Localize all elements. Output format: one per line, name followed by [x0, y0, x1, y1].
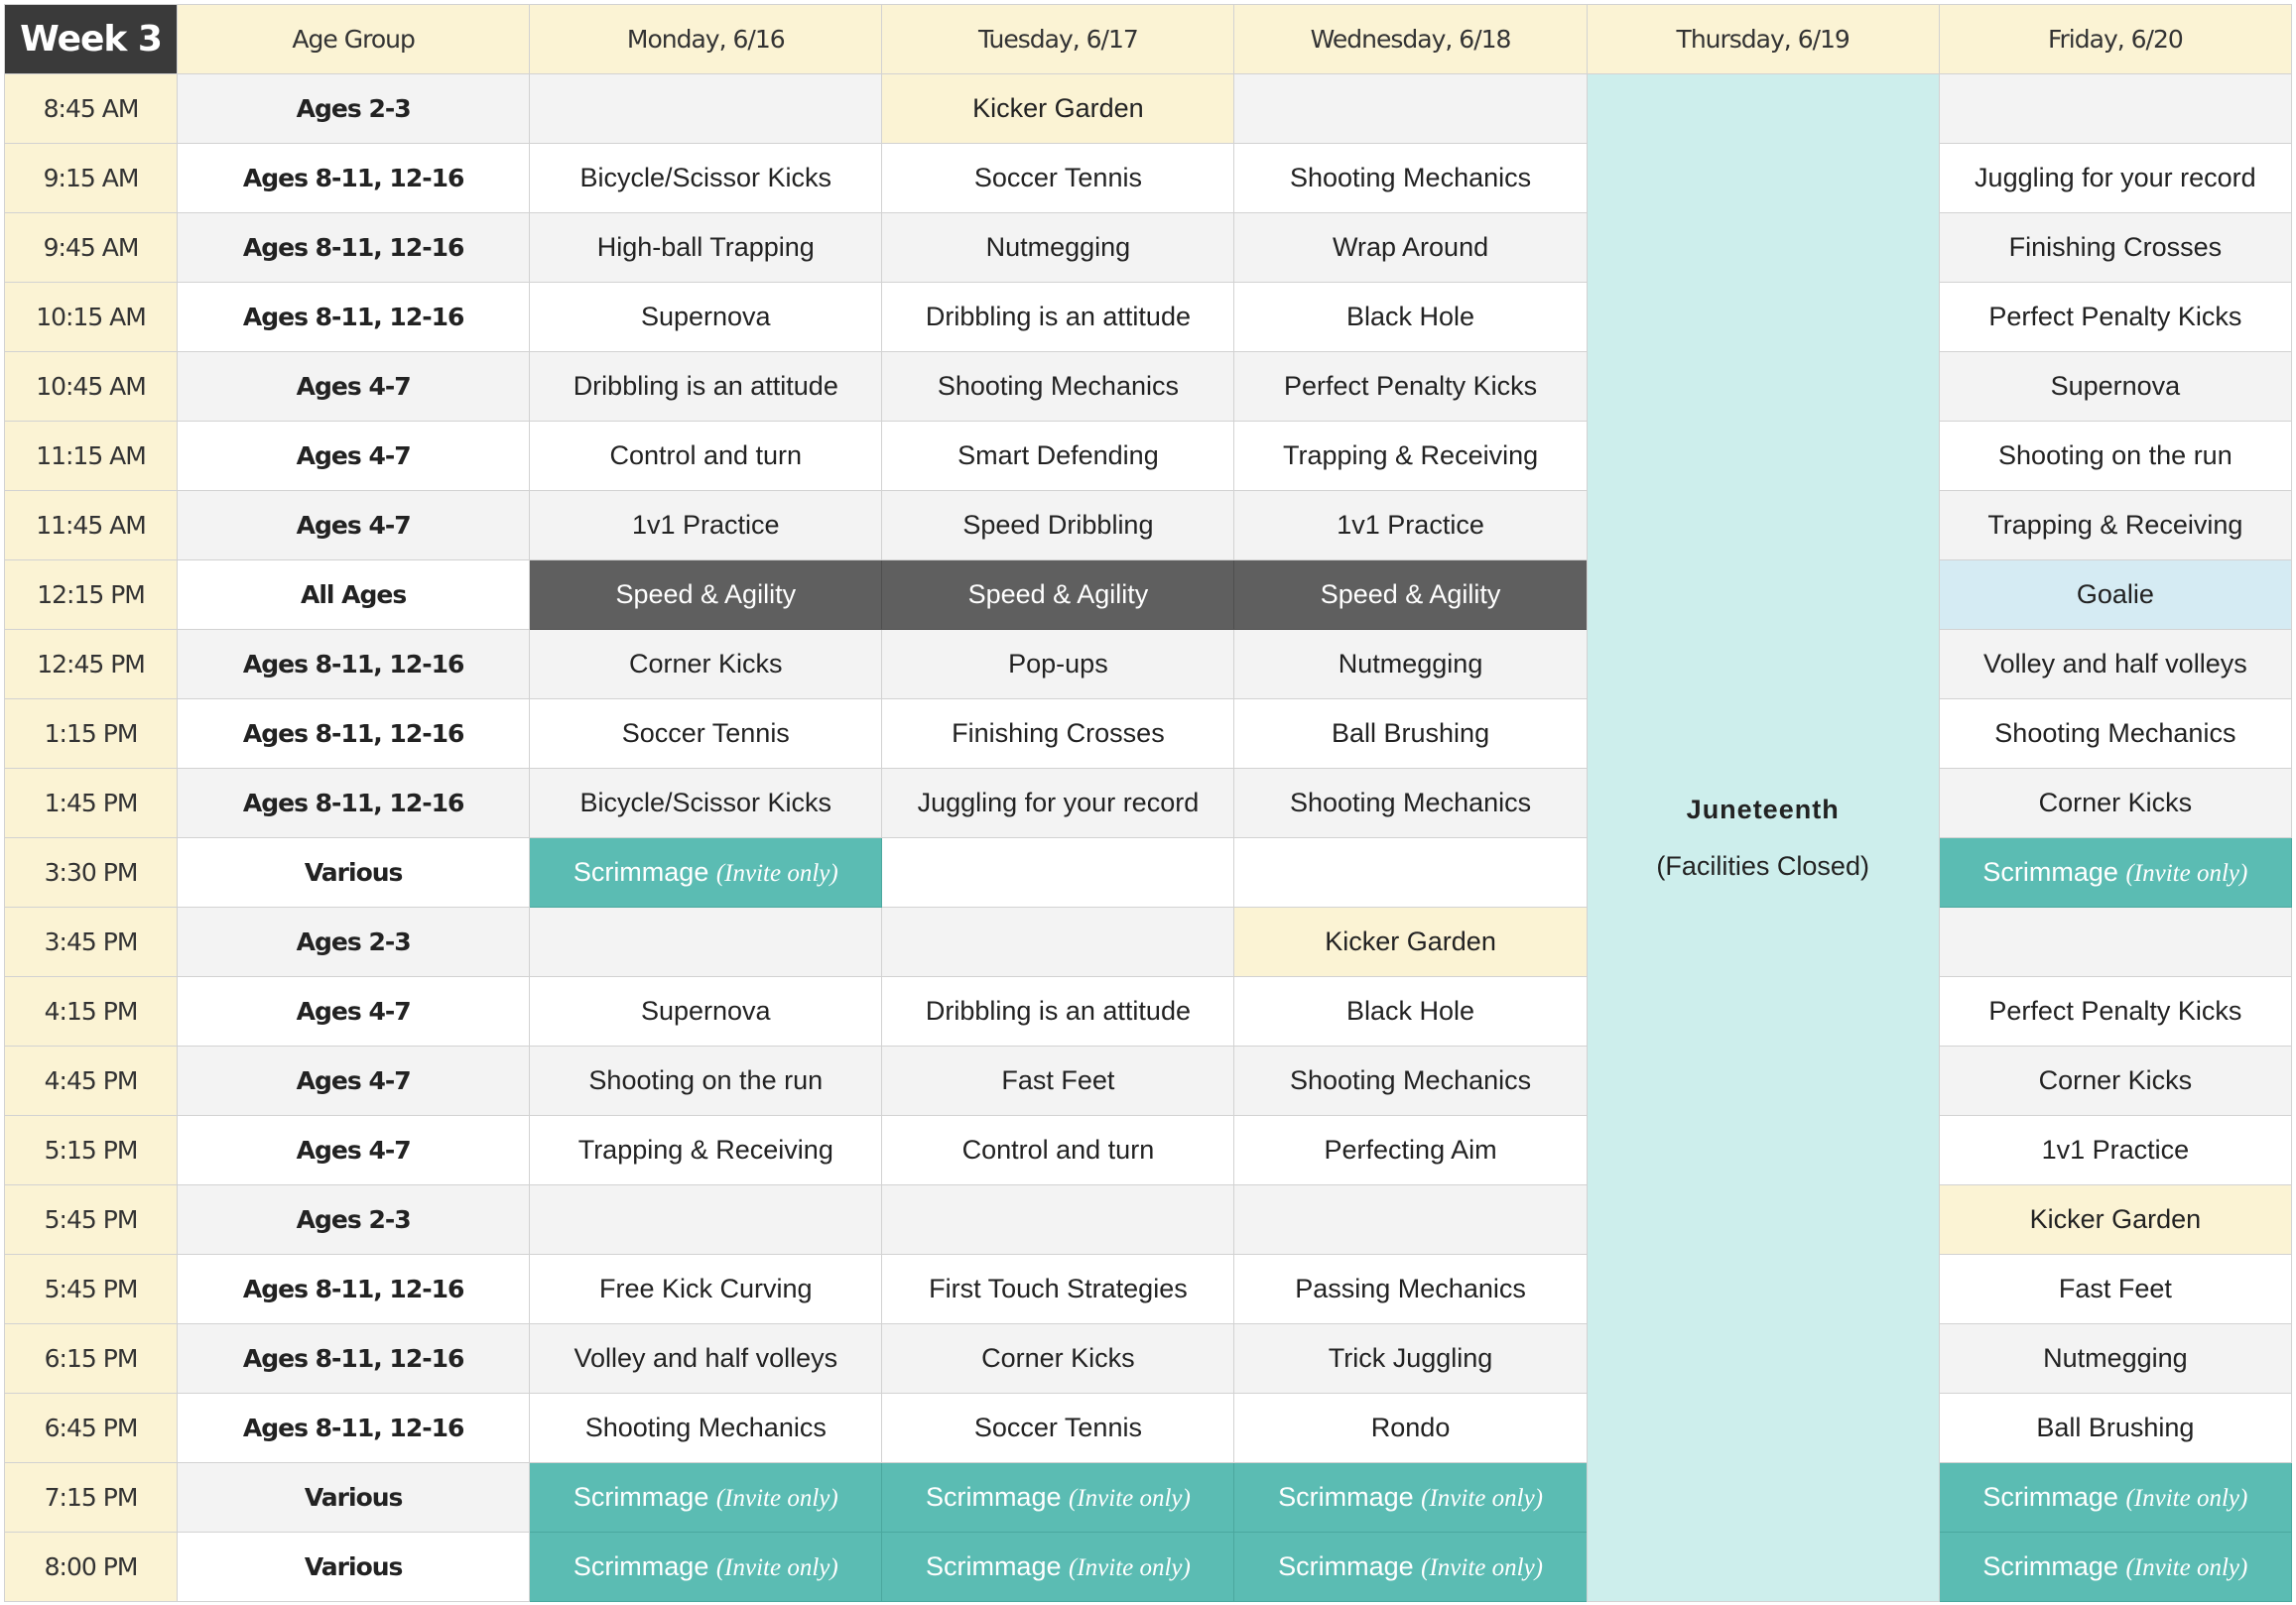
- session-cell-tuesday: Smart Defending: [882, 422, 1234, 491]
- schedule-row: [5, 1463, 2292, 1533]
- session-cell-monday: Control and turn: [530, 422, 882, 491]
- session-cell-tuesday: Speed & Agility: [882, 560, 1234, 630]
- session-cell-monday: Shooting on the run: [530, 1047, 882, 1116]
- session-cell-friday: Supernova: [1939, 352, 2291, 422]
- session-cell-tuesday: [882, 1185, 1234, 1255]
- time-cell: 3:30 PM: [5, 838, 178, 908]
- time-cell: 5:45 PM: [5, 1255, 178, 1324]
- time-cell: 1:15 PM: [5, 699, 178, 769]
- session-cell-monday: Trapping & Receiving: [530, 1116, 882, 1185]
- session-cell-friday: Corner Kicks: [1939, 769, 2291, 838]
- age-group-cell: Ages 4-7: [178, 1047, 530, 1116]
- schedule-row: [5, 1533, 2292, 1602]
- session-cell-friday: Juggling for your record: [1939, 144, 2291, 213]
- session-cell-friday: Ball Brushing: [1939, 1394, 2291, 1463]
- time-cell: 12:45 PM: [5, 630, 178, 699]
- session-cell-wednesday: [1234, 74, 1587, 144]
- schedule-row: [5, 1394, 2292, 1463]
- session-cell-wednesday: [1234, 1463, 1587, 1533]
- session-cell-monday: [530, 1463, 882, 1533]
- session-cell-friday: Finishing Crosses: [1939, 213, 2291, 283]
- session-cell-monday: Shooting Mechanics: [530, 1394, 882, 1463]
- age-group-cell: Various: [178, 1533, 530, 1602]
- session-cell-tuesday: First Touch Strategies: [882, 1255, 1234, 1324]
- session-cell-tuesday: Pop-ups: [882, 630, 1234, 699]
- age-group-cell: Ages 8-11, 12-16: [178, 1324, 530, 1394]
- session-cell-friday: [1939, 74, 2291, 144]
- holiday-cell: [1587, 74, 1939, 1602]
- session-cell-wednesday: Rondo: [1234, 1394, 1587, 1463]
- invite-only-note: (Invite only): [1069, 1554, 1191, 1581]
- session-cell-monday: Bicycle/Scissor Kicks: [530, 769, 882, 838]
- session-label: Scrimmage: [573, 1482, 709, 1512]
- age-group-cell: Ages 4-7: [178, 977, 530, 1047]
- day-header-friday: Friday, 6/20: [1939, 5, 2291, 74]
- invite-only-note: (Invite only): [2125, 1485, 2248, 1512]
- session-cell-monday: Bicycle/Scissor Kicks: [530, 144, 882, 213]
- day-header-tuesday: Tuesday, 6/17: [882, 5, 1234, 74]
- time-cell: 5:15 PM: [5, 1116, 178, 1185]
- session-cell-tuesday: [882, 1463, 1234, 1533]
- schedule-row: [5, 560, 2292, 630]
- session-cell-wednesday: Shooting Mechanics: [1234, 769, 1587, 838]
- session-cell-tuesday: [882, 908, 1234, 977]
- session-cell-wednesday: Black Hole: [1234, 283, 1587, 352]
- time-cell: 6:45 PM: [5, 1394, 178, 1463]
- session-label: Scrimmage: [1982, 857, 2118, 887]
- time-cell: 8:00 PM: [5, 1533, 178, 1602]
- age-group-cell: Ages 8-11, 12-16: [178, 283, 530, 352]
- session-cell-friday: Nutmegging: [1939, 1324, 2291, 1394]
- session-cell-tuesday: Fast Feet: [882, 1047, 1234, 1116]
- session-cell-friday: Perfect Penalty Kicks: [1939, 977, 2291, 1047]
- schedule-row: [5, 1185, 2292, 1255]
- session-cell-tuesday: Shooting Mechanics: [882, 352, 1234, 422]
- session-cell-friday: [1939, 1463, 2291, 1533]
- invite-only-note: (Invite only): [1069, 1485, 1191, 1512]
- time-cell: 3:45 PM: [5, 908, 178, 977]
- schedule-row: [5, 422, 2292, 491]
- session-cell-friday: Goalie: [1939, 560, 2291, 630]
- schedule-body: [5, 74, 2292, 1602]
- time-cell: 10:15 AM: [5, 283, 178, 352]
- session-cell-monday: Speed & Agility: [530, 560, 882, 630]
- session-cell-tuesday: [882, 838, 1234, 908]
- age-group-cell: All Ages: [178, 560, 530, 630]
- invite-only-note: (Invite only): [715, 1554, 838, 1581]
- session-cell-tuesday: Nutmegging: [882, 213, 1234, 283]
- time-cell: 1:45 PM: [5, 769, 178, 838]
- holiday-name: Juneteenth: [1686, 794, 1840, 824]
- session-cell-wednesday: Wrap Around: [1234, 213, 1587, 283]
- schedule-row: [5, 838, 2292, 908]
- time-cell: 8:45 AM: [5, 74, 178, 144]
- invite-only-note: (Invite only): [715, 1485, 838, 1512]
- session-cell-wednesday: Trick Juggling: [1234, 1324, 1587, 1394]
- session-cell-wednesday: 1v1 Practice: [1234, 491, 1587, 560]
- age-group-cell: Ages 8-11, 12-16: [178, 213, 530, 283]
- session-cell-friday: Corner Kicks: [1939, 1047, 2291, 1116]
- session-cell-monday: Free Kick Curving: [530, 1255, 882, 1324]
- session-cell-wednesday: Perfect Penalty Kicks: [1234, 352, 1587, 422]
- schedule-row: [5, 769, 2292, 838]
- time-cell: 7:15 PM: [5, 1463, 178, 1533]
- session-cell-tuesday: Kicker Garden: [882, 74, 1234, 144]
- session-cell-wednesday: Passing Mechanics: [1234, 1255, 1587, 1324]
- age-group-header: Age Group: [178, 5, 530, 74]
- time-cell: 11:45 AM: [5, 491, 178, 560]
- session-cell-monday: Supernova: [530, 977, 882, 1047]
- session-cell-friday: [1939, 1533, 2291, 1602]
- time-cell: 4:45 PM: [5, 1047, 178, 1116]
- day-header-wednesday: Wednesday, 6/18: [1234, 5, 1587, 74]
- session-cell-wednesday: [1234, 1185, 1587, 1255]
- age-group-cell: Ages 4-7: [178, 422, 530, 491]
- session-cell-wednesday: Nutmegging: [1234, 630, 1587, 699]
- time-cell: 5:45 PM: [5, 1185, 178, 1255]
- schedule-row: [5, 213, 2292, 283]
- age-group-cell: Ages 2-3: [178, 1185, 530, 1255]
- time-cell: 10:45 AM: [5, 352, 178, 422]
- holiday-note: (Facilities Closed): [1656, 850, 1869, 881]
- session-cell-tuesday: [882, 1533, 1234, 1602]
- session-cell-friday: 1v1 Practice: [1939, 1116, 2291, 1185]
- invite-only-note: (Invite only): [715, 860, 838, 887]
- age-group-cell: Ages 8-11, 12-16: [178, 769, 530, 838]
- session-cell-tuesday: Dribbling is an attitude: [882, 283, 1234, 352]
- age-group-cell: Ages 4-7: [178, 491, 530, 560]
- schedule-row: [5, 1255, 2292, 1324]
- session-cell-friday: Shooting Mechanics: [1939, 699, 2291, 769]
- session-cell-tuesday: Soccer Tennis: [882, 144, 1234, 213]
- schedule-row: [5, 977, 2292, 1047]
- schedule-row: [5, 144, 2292, 213]
- session-label: Scrimmage: [573, 1551, 709, 1581]
- schedule-row: [5, 74, 2292, 144]
- session-cell-monday: Volley and half volleys: [530, 1324, 882, 1394]
- session-cell-friday: [1939, 908, 2291, 977]
- day-header-monday: Monday, 6/16: [530, 5, 882, 74]
- session-cell-wednesday: Ball Brushing: [1234, 699, 1587, 769]
- session-cell-tuesday: Soccer Tennis: [882, 1394, 1234, 1463]
- schedule-row: [5, 699, 2292, 769]
- time-cell: 11:15 AM: [5, 422, 178, 491]
- session-label: Scrimmage: [1278, 1482, 1414, 1512]
- schedule-row: [5, 908, 2292, 977]
- session-cell-tuesday: Finishing Crosses: [882, 699, 1234, 769]
- age-group-cell: Ages 4-7: [178, 352, 530, 422]
- session-cell-monday: Supernova: [530, 283, 882, 352]
- time-cell: 9:15 AM: [5, 144, 178, 213]
- age-group-cell: Ages 8-11, 12-16: [178, 699, 530, 769]
- age-group-cell: Ages 8-11, 12-16: [178, 630, 530, 699]
- session-cell-monday: High-ball Trapping: [530, 213, 882, 283]
- session-cell-tuesday: Dribbling is an attitude: [882, 977, 1234, 1047]
- session-cell-tuesday: Juggling for your record: [882, 769, 1234, 838]
- session-cell-monday: 1v1 Practice: [530, 491, 882, 560]
- invite-only-note: (Invite only): [2125, 1554, 2248, 1581]
- day-header-thursday: Thursday, 6/19: [1587, 5, 1939, 74]
- session-cell-monday: Soccer Tennis: [530, 699, 882, 769]
- session-cell-friday: Kicker Garden: [1939, 1185, 2291, 1255]
- session-cell-monday: [530, 908, 882, 977]
- session-cell-monday: Corner Kicks: [530, 630, 882, 699]
- age-group-cell: Ages 2-3: [178, 908, 530, 977]
- session-cell-friday: Perfect Penalty Kicks: [1939, 283, 2291, 352]
- age-group-cell: Ages 4-7: [178, 1116, 530, 1185]
- session-cell-friday: Shooting on the run: [1939, 422, 2291, 491]
- age-group-cell: Ages 2-3: [178, 74, 530, 144]
- schedule-row: [5, 1324, 2292, 1394]
- session-cell-wednesday: [1234, 838, 1587, 908]
- session-cell-friday: Fast Feet: [1939, 1255, 2291, 1324]
- session-cell-monday: [530, 74, 882, 144]
- session-cell-monday: Dribbling is an attitude: [530, 352, 882, 422]
- invite-only-note: (Invite only): [1421, 1485, 1543, 1512]
- session-cell-tuesday: Control and turn: [882, 1116, 1234, 1185]
- session-cell-monday: [530, 838, 882, 908]
- session-cell-wednesday: Shooting Mechanics: [1234, 144, 1587, 213]
- session-cell-wednesday: Perfecting Aim: [1234, 1116, 1587, 1185]
- time-cell: 9:45 AM: [5, 213, 178, 283]
- age-group-cell: Various: [178, 1463, 530, 1533]
- session-label: Scrimmage: [925, 1551, 1062, 1581]
- time-cell: 12:15 PM: [5, 560, 178, 630]
- age-group-cell: Ages 8-11, 12-16: [178, 144, 530, 213]
- session-cell-friday: Volley and half volleys: [1939, 630, 2291, 699]
- time-cell: 4:15 PM: [5, 977, 178, 1047]
- session-cell-tuesday: Corner Kicks: [882, 1324, 1234, 1394]
- schedule-row: [5, 1116, 2292, 1185]
- age-group-cell: Ages 8-11, 12-16: [178, 1394, 530, 1463]
- session-label: Scrimmage: [1278, 1551, 1414, 1581]
- header-row: [5, 5, 2292, 74]
- age-group-cell: Ages 8-11, 12-16: [178, 1255, 530, 1324]
- session-cell-wednesday: Speed & Agility: [1234, 560, 1587, 630]
- schedule-row: [5, 283, 2292, 352]
- age-group-cell: Various: [178, 838, 530, 908]
- session-label: Scrimmage: [925, 1482, 1062, 1512]
- session-cell-friday: [1939, 838, 2291, 908]
- session-cell-monday: [530, 1185, 882, 1255]
- invite-only-note: (Invite only): [2125, 860, 2248, 887]
- session-cell-tuesday: Speed Dribbling: [882, 491, 1234, 560]
- schedule-row: [5, 630, 2292, 699]
- schedule-row: [5, 1047, 2292, 1116]
- session-cell-wednesday: Black Hole: [1234, 977, 1587, 1047]
- session-cell-wednesday: [1234, 1533, 1587, 1602]
- schedule-row: [5, 491, 2292, 560]
- session-cell-wednesday: Shooting Mechanics: [1234, 1047, 1587, 1116]
- session-label: Scrimmage: [573, 857, 709, 887]
- schedule-table: [4, 4, 2292, 1602]
- week-label: Week 3: [5, 5, 178, 74]
- session-label: Scrimmage: [1982, 1482, 2118, 1512]
- session-cell-friday: Trapping & Receiving: [1939, 491, 2291, 560]
- schedule-row: [5, 352, 2292, 422]
- session-cell-wednesday: Kicker Garden: [1234, 908, 1587, 977]
- invite-only-note: (Invite only): [1421, 1554, 1543, 1581]
- session-cell-wednesday: Trapping & Receiving: [1234, 422, 1587, 491]
- session-label: Scrimmage: [1982, 1551, 2118, 1581]
- session-cell-monday: [530, 1533, 882, 1602]
- time-cell: 6:15 PM: [5, 1324, 178, 1394]
